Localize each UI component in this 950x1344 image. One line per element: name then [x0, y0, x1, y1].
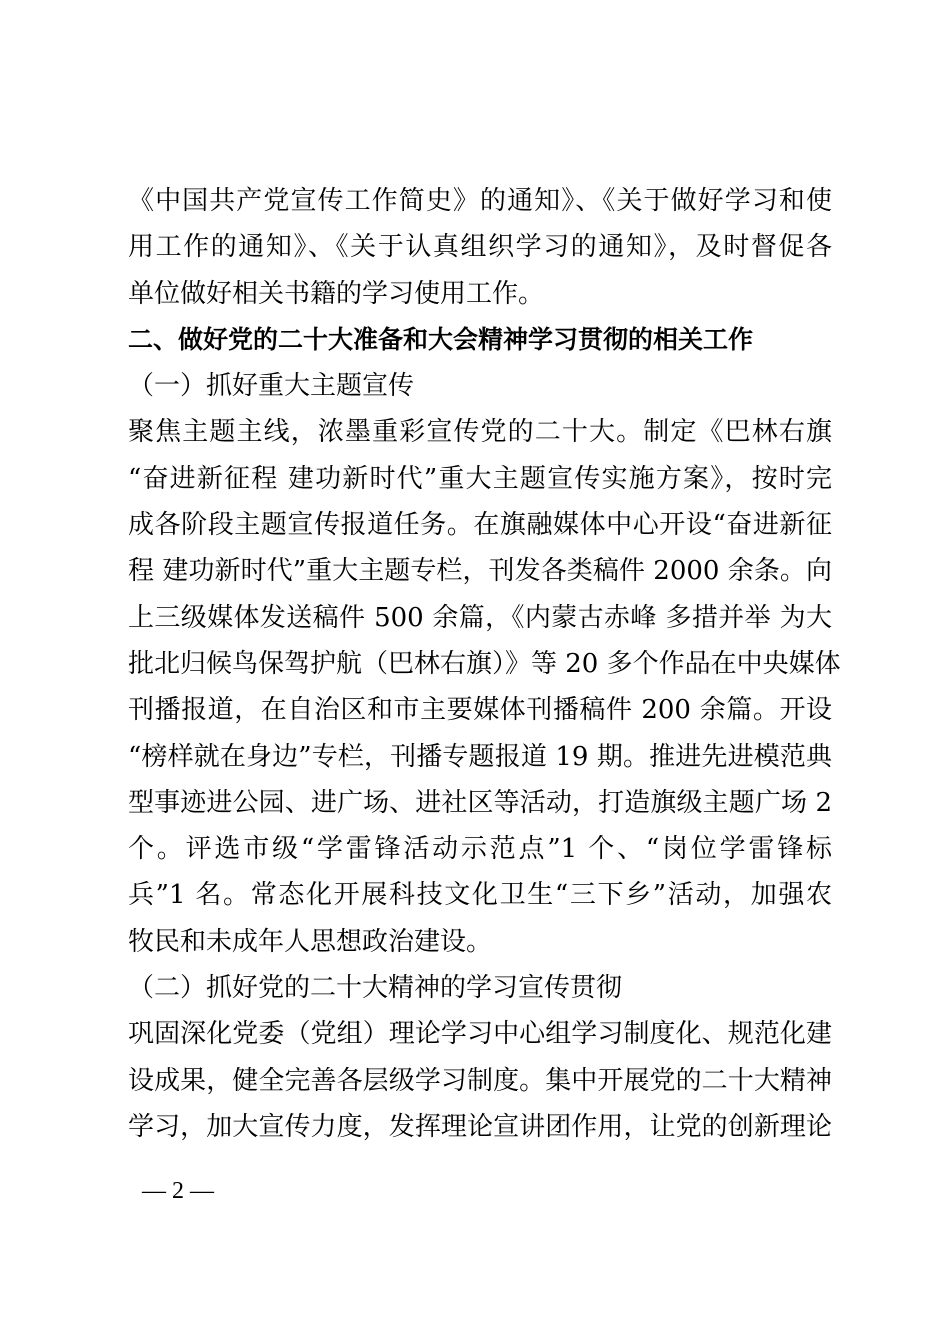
- text-line: 兵”1 名。常态化开展科技文化卫生“三下乡”活动，加强农: [128, 880, 832, 911]
- document-body: [128, 178, 841, 1150]
- text-line: 个。评选市级“学雷锋活动示范点”1 个、“岗位学雷锋标: [128, 834, 832, 865]
- text-line: 刊播报道，在自治区和市主要媒体刊播稿件 200 余篇。开设: [128, 695, 832, 726]
- text-line: 程 建功新时代”重大主题专栏，刊发各类稿件 2000 余条。向: [128, 556, 832, 587]
- section-heading: 二、做好党的二十大准备和大会精神学习贯彻的相关工作: [128, 324, 754, 354]
- text-line: 巩固深化党委（党组）理论学习中心组学习制度化、规范化建: [128, 1019, 832, 1050]
- text-line: 单位做好相关书籍的学习使用工作。: [128, 278, 545, 309]
- subsection-heading-2: （二）抓好党的二十大精神的学习宣传贯彻: [128, 973, 623, 1004]
- text-line: 上三级媒体发送稿件 500 余篇，《内蒙古赤峰 多措并举 为大: [128, 602, 832, 633]
- text-line: 《中国共产党宣传工作简史》的通知》、《关于做好学习和使: [128, 186, 832, 216]
- text-line: 牧民和未成年人思想政治建设。: [128, 926, 493, 957]
- page-number: — 2 —: [142, 1178, 214, 1204]
- paragraph-2: [128, 409, 841, 965]
- text-line: 批北归候鸟保驾护航（巴林右旗）》等 20 多个作品在中央媒体: [128, 648, 841, 679]
- paragraph-1: [128, 178, 832, 317]
- text-line: 学习，加大宣传力度，发挥理论宣讲团作用，让党的创新理论: [128, 1111, 832, 1142]
- text-line: 成各阶段主题宣传报道任务。在旗融媒体中心开设“奋进新征: [128, 510, 832, 541]
- text-line: “榜样就在身边”专栏，刊播专题报道 19 期。推进先进模范典: [128, 741, 832, 772]
- text-line: 聚焦主题主线，浓墨重彩宣传党的二十大。制定《巴林右旗: [128, 417, 832, 448]
- subsection-heading-1: （一）抓好重大主题宣传: [128, 371, 415, 402]
- text-line: 用工作的通知》、《关于认真组织学习的通知》，及时督促各: [128, 232, 832, 263]
- text-line: “奋进新征程 建功新时代”重大主题宣传实施方案》，按时完: [128, 463, 832, 494]
- text-line: 型事迹进公园、进广场、进社区等活动，打造旗级主题广场 2: [128, 787, 832, 818]
- paragraph-3: [128, 1011, 832, 1150]
- text-line: 设成果，健全完善各层级学习制度。集中开展党的二十大精神: [128, 1065, 832, 1096]
